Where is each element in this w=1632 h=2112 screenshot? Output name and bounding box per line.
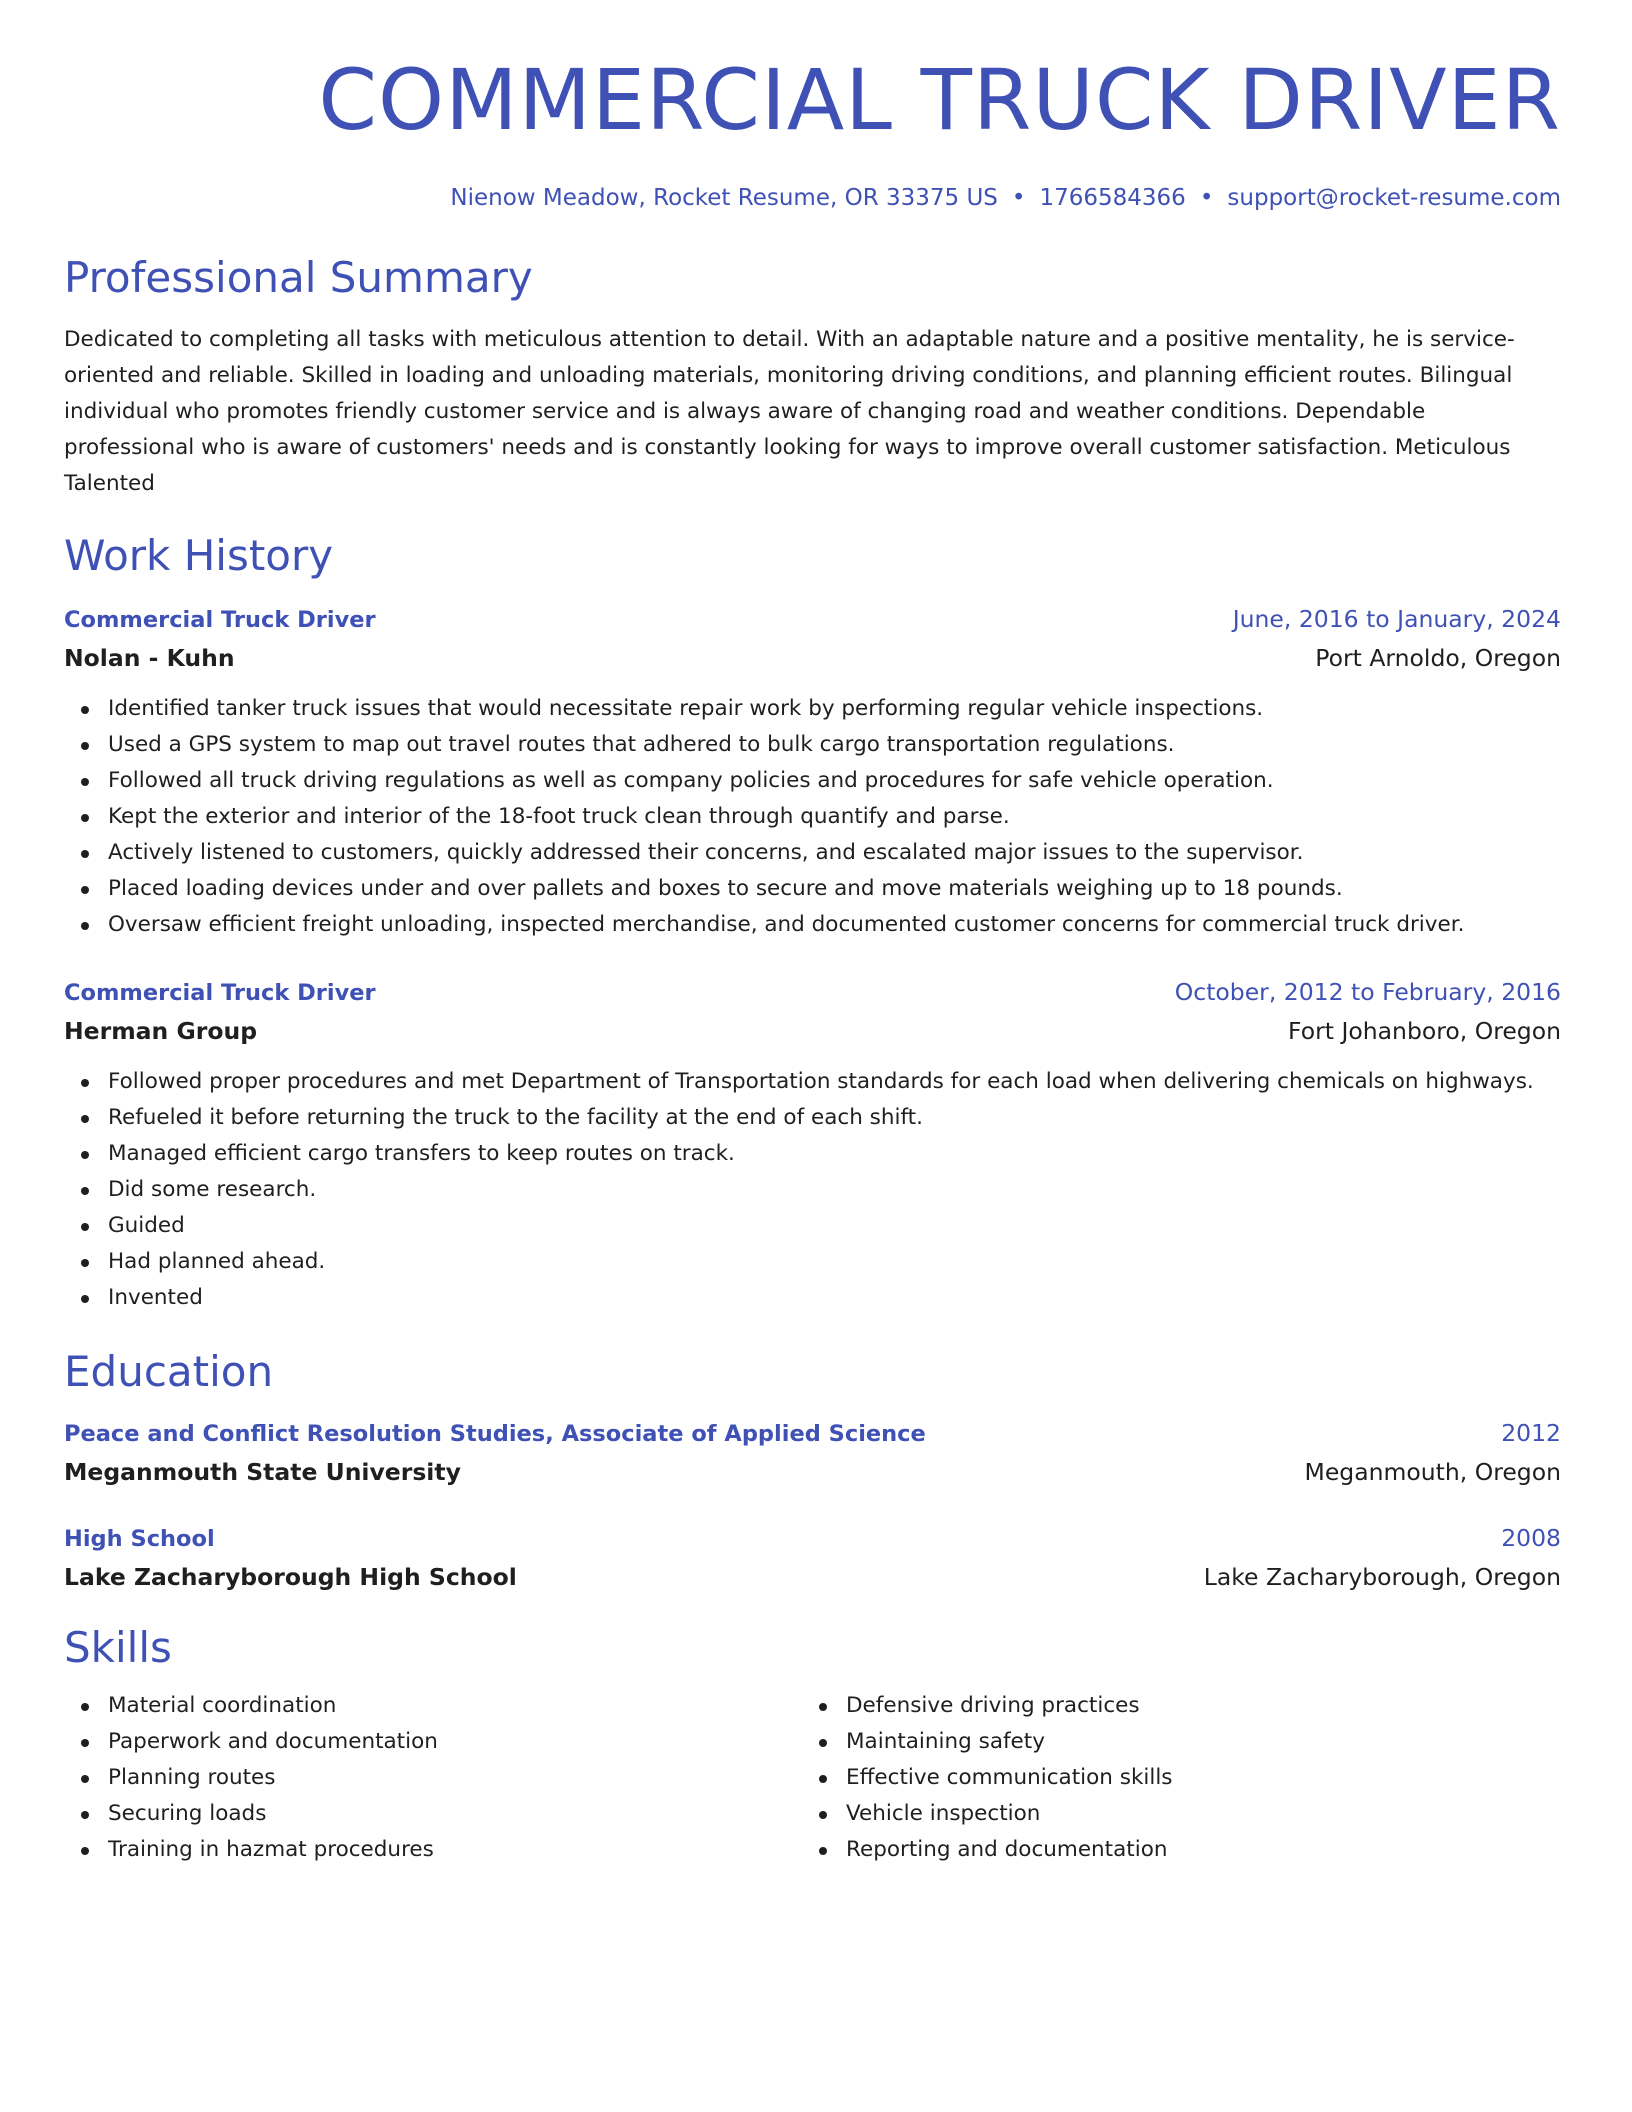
skill-item: Defensive driving practices (846, 1688, 1540, 1724)
section-title-education: Education (64, 1347, 274, 1396)
summary-section (64, 252, 1561, 502)
job-bullet: Had planned ahead. (108, 1244, 1561, 1280)
job-title: Commercial Truck Driver (64, 607, 376, 633)
section-title-summary: Professional Summary (64, 253, 533, 302)
skill-item: Maintaining safety (846, 1724, 1540, 1760)
job-bullet: Kept the exterior and interior of the 18-foot truck clean through quantify and parse. (108, 799, 1561, 835)
education-entry (64, 1414, 1561, 1491)
job-dates: October, 2012 to February, 2016 (1174, 978, 1561, 1006)
work-history-section (64, 530, 1561, 1316)
contact-line (64, 182, 1561, 214)
job-bullet: Followed proper procedures and met Department of Transportation standards for each load when delivering chemicals on highways. (108, 1064, 1561, 1100)
job-bullet: Did some research. (108, 1172, 1561, 1208)
job-bullet: Followed all truck driving regulations as well as company policies and procedures for safe vehicle operation. (108, 763, 1561, 799)
job-bullet: Used a GPS system to map out travel routes that adhered to bulk cargo transportation regulations. (108, 727, 1561, 763)
skill-item: Vehicle inspection (846, 1796, 1540, 1832)
education-location: Meganmouth, Oregon (1304, 1458, 1561, 1486)
education-school: Meganmouth State University (64, 1458, 461, 1486)
job-bullet: Placed loading devices under and over pallets and boxes to secure and move materials weighing up to 18 pounds. (108, 871, 1561, 907)
job-bullet: Oversaw efficient freight unloading, inspected merchandise, and documented customer concerns for commercial truck driver. (108, 907, 1561, 943)
skills-column-left (64, 1688, 802, 1868)
skills-section (64, 1622, 1561, 1868)
summary-text: Dedicated to completing all tasks with meticulous attention to detail. With an adaptable nature and a positive mentality, he is service-oriented and reliable. Skilled in loading and unloading materials, monitoring driving conditions, and planning efficient routes. Bilingual individual who promotes friendly customer service and is always aware of changing road and weather conditions. Dependable professional who is aware of customers' needs and is constantly looking for ways to improve overall customer satisfaction. Meticulous Talented (64, 327, 1515, 496)
education-degree: Peace and Conflict Resolution Studies, Associate of Applied Science (64, 1421, 926, 1447)
job-bullet: Invented (108, 1280, 1561, 1316)
job-bullet: Managed efficient cargo transfers to keep routes on track. (108, 1136, 1561, 1172)
job-employer: Herman Group (64, 1017, 258, 1045)
education-section (64, 1346, 1561, 1596)
skill-item: Material coordination (108, 1688, 802, 1724)
contact-separator: • (1011, 185, 1026, 211)
education-year: 2012 (1501, 1419, 1561, 1447)
job-bullet-list (64, 1064, 1561, 1316)
resume-name: COMMERCIAL TRUCK DRIVER (318, 51, 1561, 149)
job-bullet-list (64, 691, 1561, 943)
job-entry (64, 973, 1561, 1316)
section-title-work-history: Work History (64, 531, 334, 580)
job-title: Commercial Truck Driver (64, 980, 376, 1006)
contact-address: Nienow Meadow, Rocket Resume, OR 33375 US (450, 185, 998, 211)
skills-grid (64, 1688, 1561, 1868)
contact-email: support@rocket-resume.com (1227, 185, 1561, 211)
skill-item: Reporting and documentation (846, 1832, 1540, 1868)
section-title-skills: Skills (64, 1623, 172, 1672)
education-year: 2008 (1501, 1524, 1561, 1552)
contact-phone: 1766584366 (1039, 185, 1186, 211)
job-bullet: Guided (108, 1208, 1561, 1244)
skills-column-right (802, 1688, 1540, 1868)
job-bullet: Actively listened to customers, quickly addressed their concerns, and escalated major issues to the supervisor. (108, 835, 1561, 871)
education-school: Lake Zacharyborough High School (64, 1563, 517, 1591)
job-employer: Nolan - Kuhn (64, 644, 235, 672)
skills-list (802, 1688, 1540, 1868)
job-location: Fort Johanboro, Oregon (1288, 1017, 1561, 1045)
education-location: Lake Zacharyborough, Oregon (1203, 1563, 1561, 1591)
skill-item: Effective communication skills (846, 1760, 1540, 1796)
skill-item: Securing loads (108, 1796, 802, 1832)
job-location: Port Arnoldo, Oregon (1315, 644, 1561, 672)
skill-item: Training in hazmat procedures (108, 1832, 802, 1868)
skill-item: Planning routes (108, 1760, 802, 1796)
skills-list (64, 1688, 802, 1868)
resume-page (64, 48, 1561, 1868)
job-bullet: Identified tanker truck issues that would necessitate repair work by performing regular vehicle inspections. (108, 691, 1561, 727)
education-entry (64, 1519, 1561, 1596)
skill-item: Paperwork and documentation (108, 1724, 802, 1760)
job-dates: June, 2016 to January, 2024 (1232, 605, 1561, 633)
education-degree: High School (64, 1526, 215, 1552)
resume-header (64, 48, 1561, 214)
contact-separator: • (1199, 185, 1214, 211)
job-entry (64, 600, 1561, 943)
job-bullet: Refueled it before returning the truck to the facility at the end of each shift. (108, 1100, 1561, 1136)
